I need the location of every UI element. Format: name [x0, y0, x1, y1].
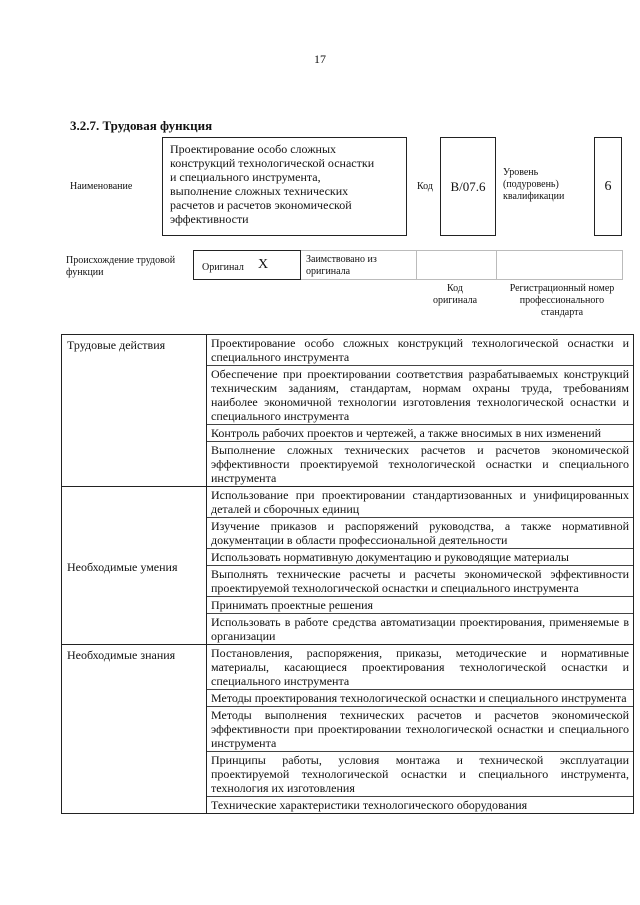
function-name-line: выполнение сложных технических — [170, 184, 349, 198]
function-name-line: эффективности — [170, 212, 249, 226]
level-value-box — [594, 137, 622, 236]
level-value: 6 — [604, 178, 612, 194]
function-name-line: и специального инструмента, — [170, 170, 321, 184]
row-items — [207, 335, 634, 487]
reg-number-label: Регистрационный номер профессионального стандарта — [509, 283, 615, 318]
origin-divider — [496, 250, 497, 280]
row-items — [207, 487, 634, 645]
list-item: Выполнение сложных технических расчетов и расчетов экономической эффективности проектируемой технологической оснастки и специального инструмента — [207, 441, 633, 486]
list-item: Принимать проектные решения — [207, 596, 633, 613]
list-item: Изучение приказов и распоряжений руководства, а также нормативной документации в области профессиональной деятельности — [207, 517, 633, 548]
list-item: Принципы работы, условия монтажа и технической эксплуатации проектируемой технологической оснастки и специального инструмента, технология их изготовления — [207, 751, 633, 796]
table-row — [62, 335, 634, 487]
list-item: Использовать нормативную документацию и руководящие материалы — [207, 548, 633, 565]
function-name-line: Проектирование особо сложных — [170, 142, 337, 156]
origin-label: Происхождение трудовой функции — [66, 255, 176, 278]
code-value: В/07.6 — [450, 178, 486, 194]
list-item: Выполнять технические расчеты и расчеты экономической эффективности проектируемой технологической оснастки и специального инструмента — [207, 565, 633, 596]
list-item: Технические характеристики технологического оборудования — [207, 796, 633, 813]
borrowed-label: Заимствовано из оригинала — [306, 254, 377, 277]
row-label: Необходимые умения — [62, 487, 207, 645]
section-title: 3.2.7. Трудовая функция — [70, 118, 213, 133]
list-item: Постановления, распоряжения, приказы, методические и нормативные материалы, касающиеся проектирования технологической оснастки и специального инструмента — [211, 646, 629, 688]
code-label: Код — [417, 181, 433, 192]
list-item: Методы выполнения технических расчетов и расчетов экономической эффективности при проектировании технологической оснастки и специального инструмента — [207, 706, 633, 751]
name-label: Наименование — [70, 181, 133, 192]
function-table — [61, 334, 634, 814]
function-name-line: конструкций технологической оснастки — [170, 156, 375, 170]
list-item: Проектирование особо сложных конструкций технологической оснастки и специального инструмента — [211, 336, 629, 364]
list-item: Использовать в работе средства автоматизации проектирования, применяемые в организации — [207, 613, 633, 644]
table-row — [62, 645, 634, 814]
code-original-label: Код оригинала — [432, 283, 478, 306]
row-items — [207, 645, 634, 814]
list-item: Методы проектирования технологической оснастки и специального инструмента — [207, 689, 633, 706]
function-name-line: расчетов и расчетов экономической — [170, 198, 352, 212]
code-value-box — [440, 137, 496, 236]
list-item: Использование при проектировании стандартизованных и унифицированных деталей и сборочных единиц — [211, 488, 629, 516]
table-row — [62, 487, 634, 645]
page-number: 17 — [314, 52, 326, 66]
row-label: Трудовые действия — [62, 335, 207, 487]
list-item: Обеспечение при проектировании соответствия разрабатываемых конструкций техническим заданиям, стандартам, нормам охраны труда, требованиям наиболее экономичной технологии изготовления технологической оснастки и специального инструмента — [207, 365, 633, 424]
original-mark: Х — [258, 257, 269, 272]
row-label: Необходимые знания — [62, 645, 207, 814]
list-item: Контроль рабочих проектов и чертежей, а также вносимых в них изменений — [207, 424, 633, 441]
level-label: Уровень (подуровень) квалификации — [503, 167, 565, 202]
function-name-box — [162, 137, 407, 236]
original-label: Оригинал — [202, 262, 244, 273]
